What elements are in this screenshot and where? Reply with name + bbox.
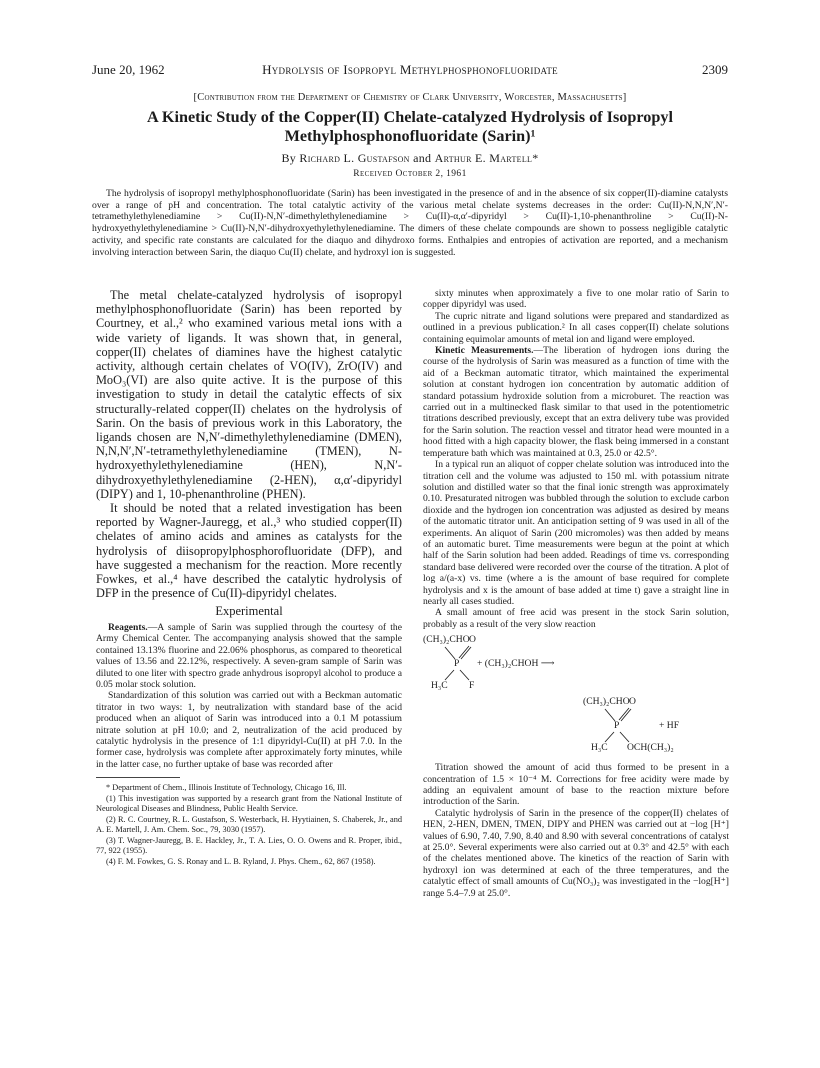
reactant-isopropoxy: (CH₃)₂CHO <box>423 634 470 646</box>
page-number: 2309 <box>702 62 728 77</box>
footnote: (3) T. Wagner-Jauregg, B. E. Hackley, Jr., T. A. Lies, O. O. Owens and R. Proper, ibid., 77, 922 (1955). <box>96 836 402 856</box>
paragraph: Titration showed the amount of acid thus formed to be present in a concentration of 1.5 × 10⁻⁴ M. Corrections for free acidity were made by adding an equivalent amount of base to the reaction mixture before introduction of the Sarin. <box>423 762 729 808</box>
standardization-paragraph: Standardization of this solution was carried out with a Beckman automatic titrator in two ways: 1, by neutralization with standard base of the acid produced when an aliquot of Sarin was introduced into a 0.1 M potassium nitrate solution at pH 10.0; and 2, neutralization of the acid produced by catalytic hydrolysis in the presence of 1:1 dipyridyl-Cu(II) at pH 7.0. In the former case, hydrolysis was complete after approximately forty minutes, while in the latter case, no further uptake of base was recorded after <box>96 690 402 770</box>
reactant-phosphorus: P <box>454 658 460 670</box>
reagents-paragraph <box>96 622 402 690</box>
paragraph: A small amount of free acid was present in the stock Sarin solution, probably as a result of the very slow reaction <box>423 607 729 630</box>
footnotes <box>96 783 402 867</box>
title-line-1: A Kinetic Study of the Copper(II) Chelate-catalyzed Hydrolysis of Isopropyl <box>147 108 673 126</box>
right-column <box>423 288 729 899</box>
and-word: and <box>413 151 432 165</box>
product-hf: + HF <box>659 720 680 732</box>
footnote: * Department of Chem., Illinois Institute of Technology, Chicago 16, Ill. <box>106 783 347 793</box>
kinetic-paragraph <box>423 345 729 459</box>
kinetic-heading: Kinetic Measurements. <box>435 345 534 357</box>
footnote: (1) This investigation was supported by a research grant from the National Institute of Neurological Diseases and Blindness, Public Health Service. <box>96 794 402 814</box>
author-line <box>92 151 728 166</box>
by-word: By <box>281 151 297 165</box>
intro-paragraph-1: The metal chelate-catalyzed hydrolysis of isopropyl methylphosphonofluoridate (Sarin) has been reported by Courtney, et al.,² who examined various metal ions with a wide variety of ligands. It was shown that, in general, copper(II) chelates of diamines have the highest catalytic activity, although certain chelates of VO(IV), ZrO(IV) and MoO₃(VI) are also quite active. It is the purpose of this investigation to study in detail the catalytic effects of six structurally-related copper(II) chelates on the hydrolysis of Sarin. On the basis of previous work in this Laboratory, the ligands chosen are N,N′-dimethylethylenediamine (DMEN), N,N,N′,N′-tetramethylethylenediamine (TMEN), N-hydroxyethylethylenediamine (HEN), N,N′-dihydroxyethylethylenediamine (2-HEN), α,α′-dipyridyl (DIPY) and 1, 10-phenanthroline (PHEN). <box>96 288 402 501</box>
author-1: Richard L. Gustafson <box>299 151 410 165</box>
footnote-divider <box>96 777 180 778</box>
paragraph: In a typical run an aliquot of copper chelate solution was introduced into the titration cell and the volume was adjusted to 150 ml. with potassium nitrate solution and distilled water so that the final ionic strength was approximately 0.10. Presaturated nitrogen was bubbled through the solution to exclude carbon dioxide and the hydrogen ion concentration was adjusted as desired by means of the automatic titrator unit. An anticipation setting of 9 was used in all of the experiments. An aliquot of Sarin (200 micromoles) was then added by means of an automatic buret. Time measurements were begun at the point at which half of the Sarin solution had been added. Readings of time vs. corresponding standard base delivered were recorded over the course of the titration. A plot of log a/(a-x) vs. time (where a is the amount of base required for complete hydrolysis and x is the amount of base added at time t) gave a straight line in nearly all cases studied. <box>423 459 729 607</box>
reagents-text: —A sample of Sarin was supplied through the courtesy of the Army Chemical Center. The accompanying analysis showed that the sample contained 13.13% fluorine and 22.06% phosphorus, as compared to theoretical values of 13.56 and 22.12%, respectively. A seven-gram sample of Sarin was diluted to one liter with spectro grade anhydrous isopropyl alcohol to produce a 0.05 molar stock solution. <box>96 621 402 690</box>
section-heading-experimental: Experimental <box>215 604 283 619</box>
paragraph: sixty minutes when approximately a five to one molar ratio of Sarin to copper dipyridyl was used. <box>423 288 729 311</box>
footnote: (4) F. M. Fowkes, G. S. Ronay and L. B. Ryland, J. Phys. Chem., 62, 867 (1958). <box>106 857 376 867</box>
product-isopropoxy-2: OCH(CH₃)₂ <box>627 742 674 754</box>
title-line-2: Methylphosphonofluoridate (Sarin)¹ <box>284 127 536 145</box>
left-column <box>96 288 402 868</box>
paragraph: Catalytic hydrolysis of Sarin in the presence of the copper(II) chelates of HEN, 2-HEN, DMEN, TMEN, DIPY and PHEN was carried out at −log [H⁺] values of 6.90, 7.40, 7.90, 8.40 and 8.90 with several concentrations of catalyst at 25.0°. Several experiments were also carried out at 0.3° and 42.5° with each of the chelates mentioned above. The kinetics of the reaction of Sarin with hydroxyl ion was determined at each of the three temperatures, and the catalytic effect of small amounts of Cu(NO₃)₂ was investigated in the −log[H⁺] range 5.4–7.9 at 25.0°. <box>423 807 729 899</box>
reactant-oxygen: O <box>469 634 476 646</box>
product-oxygen: O <box>629 696 636 708</box>
abstract: The hydrolysis of isopropyl methylphosphonofluoridate (Sarin) has been investigated in the presence of and in the absence of six copper(II)-diamine catalysts over a range of pH and concentration. The total catalytic activity of the various metal chelate systems decreases in the order: Cu(II)-N,N,N′,N′-tetramethylethylenediamine > Cu(II)-N,N′-dimethylethylenediamine > Cu(II)-α,α′-dipyridyl > Cu(II)-1,10-phenanthroline > Cu(II)-N-hydroxyethylethylenediamine > Cu(II)-N,N′-dihydroxyethylethylenediamine. The dimers of these chelate compounds are shown to possess negligible catalytic activity, and specific rate constants are calculated for the diaquo and dihydroxo forms. Enthalpies and entropies of activation are reported, and a mechanism involving interaction between Sarin, the diaquo Cu(II) chelate, and hydroxyl ion is suggested. <box>92 188 728 258</box>
kinetic-text: —The liberation of hydrogen ions during the course of the hydrolysis of Sarin was measured as a function of time with the aid of a Beckman automatic titrator, which maintained the experimental solution at constant hydrogen ion concentration by automatic addition of standard potassium hydroxide solution from a microburet. The reaction was carried out in a multinecked flask similar to that used in the potentiometric titrations described previously, except that an extra delivery tube was provided for the Sarin solution. The reaction vessel and titrator head were mounted in a hood fitted with a high capacity blower, the flask being immersed in a constant temperature bath which was maintained at 0.3, 25.0 or 42.5°. <box>423 345 729 459</box>
scheme-bonds <box>423 634 729 756</box>
paragraph: The cupric nitrate and ligand solutions were prepared and standardized as outlined in a previous publication.² In all cases copper(II) chelate solutions containing equimolar amounts of metal ion and ligand were employed. <box>423 310 729 345</box>
reactant-methyl: H₃C <box>431 680 448 692</box>
received-date: Received October 2, 1961 <box>353 169 467 179</box>
article-title <box>92 108 728 146</box>
introduction <box>96 288 402 600</box>
footnote: (2) R. C. Courtney, R. L. Gustafson, S. Westerback, H. Hyytiainen, S. Chaberek, Jr., and A. E. Martell, J. Am. Chem. Soc., 79, 3030 (1957). <box>96 815 402 835</box>
reagent-isopropanol: + (CH₃)₂CHOH ⟶ <box>477 658 555 670</box>
contribution-line: [Contribution from the Department of Chemistry of Clark University, Worcester, Massachusetts] <box>193 92 627 103</box>
running-title: Hydrolysis of Isopropyl Methylphosphonofluoridate <box>262 62 558 77</box>
reagents-heading: Reagents. <box>108 621 148 633</box>
reaction-scheme <box>423 634 729 756</box>
product-phosphorus: P <box>614 720 620 732</box>
reactant-fluorine: F <box>469 680 475 692</box>
product-isopropoxy: (CH₃)₂CHO <box>583 696 630 708</box>
product-methyl: H₃C <box>591 742 608 754</box>
intro-paragraph-2: It should be noted that a related investigation has been reported by Wagner-Jauregg, et al.,³ who studied copper(II) chelates of amino acids and amines as catalysts for the hydrolysis of diisopropylphosphorofluoridate (DFP), and have suggested a mechanism for the reaction. More recently Fowkes, et al.,⁴ have described the catalytic hydrolysis of DFP in the presence of Cu(II)-dipyridyl chelates. <box>96 501 402 601</box>
page-date: June 20, 1962 <box>92 62 165 77</box>
running-head <box>92 62 728 80</box>
author-2: Arthur E. Martell* <box>434 151 539 165</box>
